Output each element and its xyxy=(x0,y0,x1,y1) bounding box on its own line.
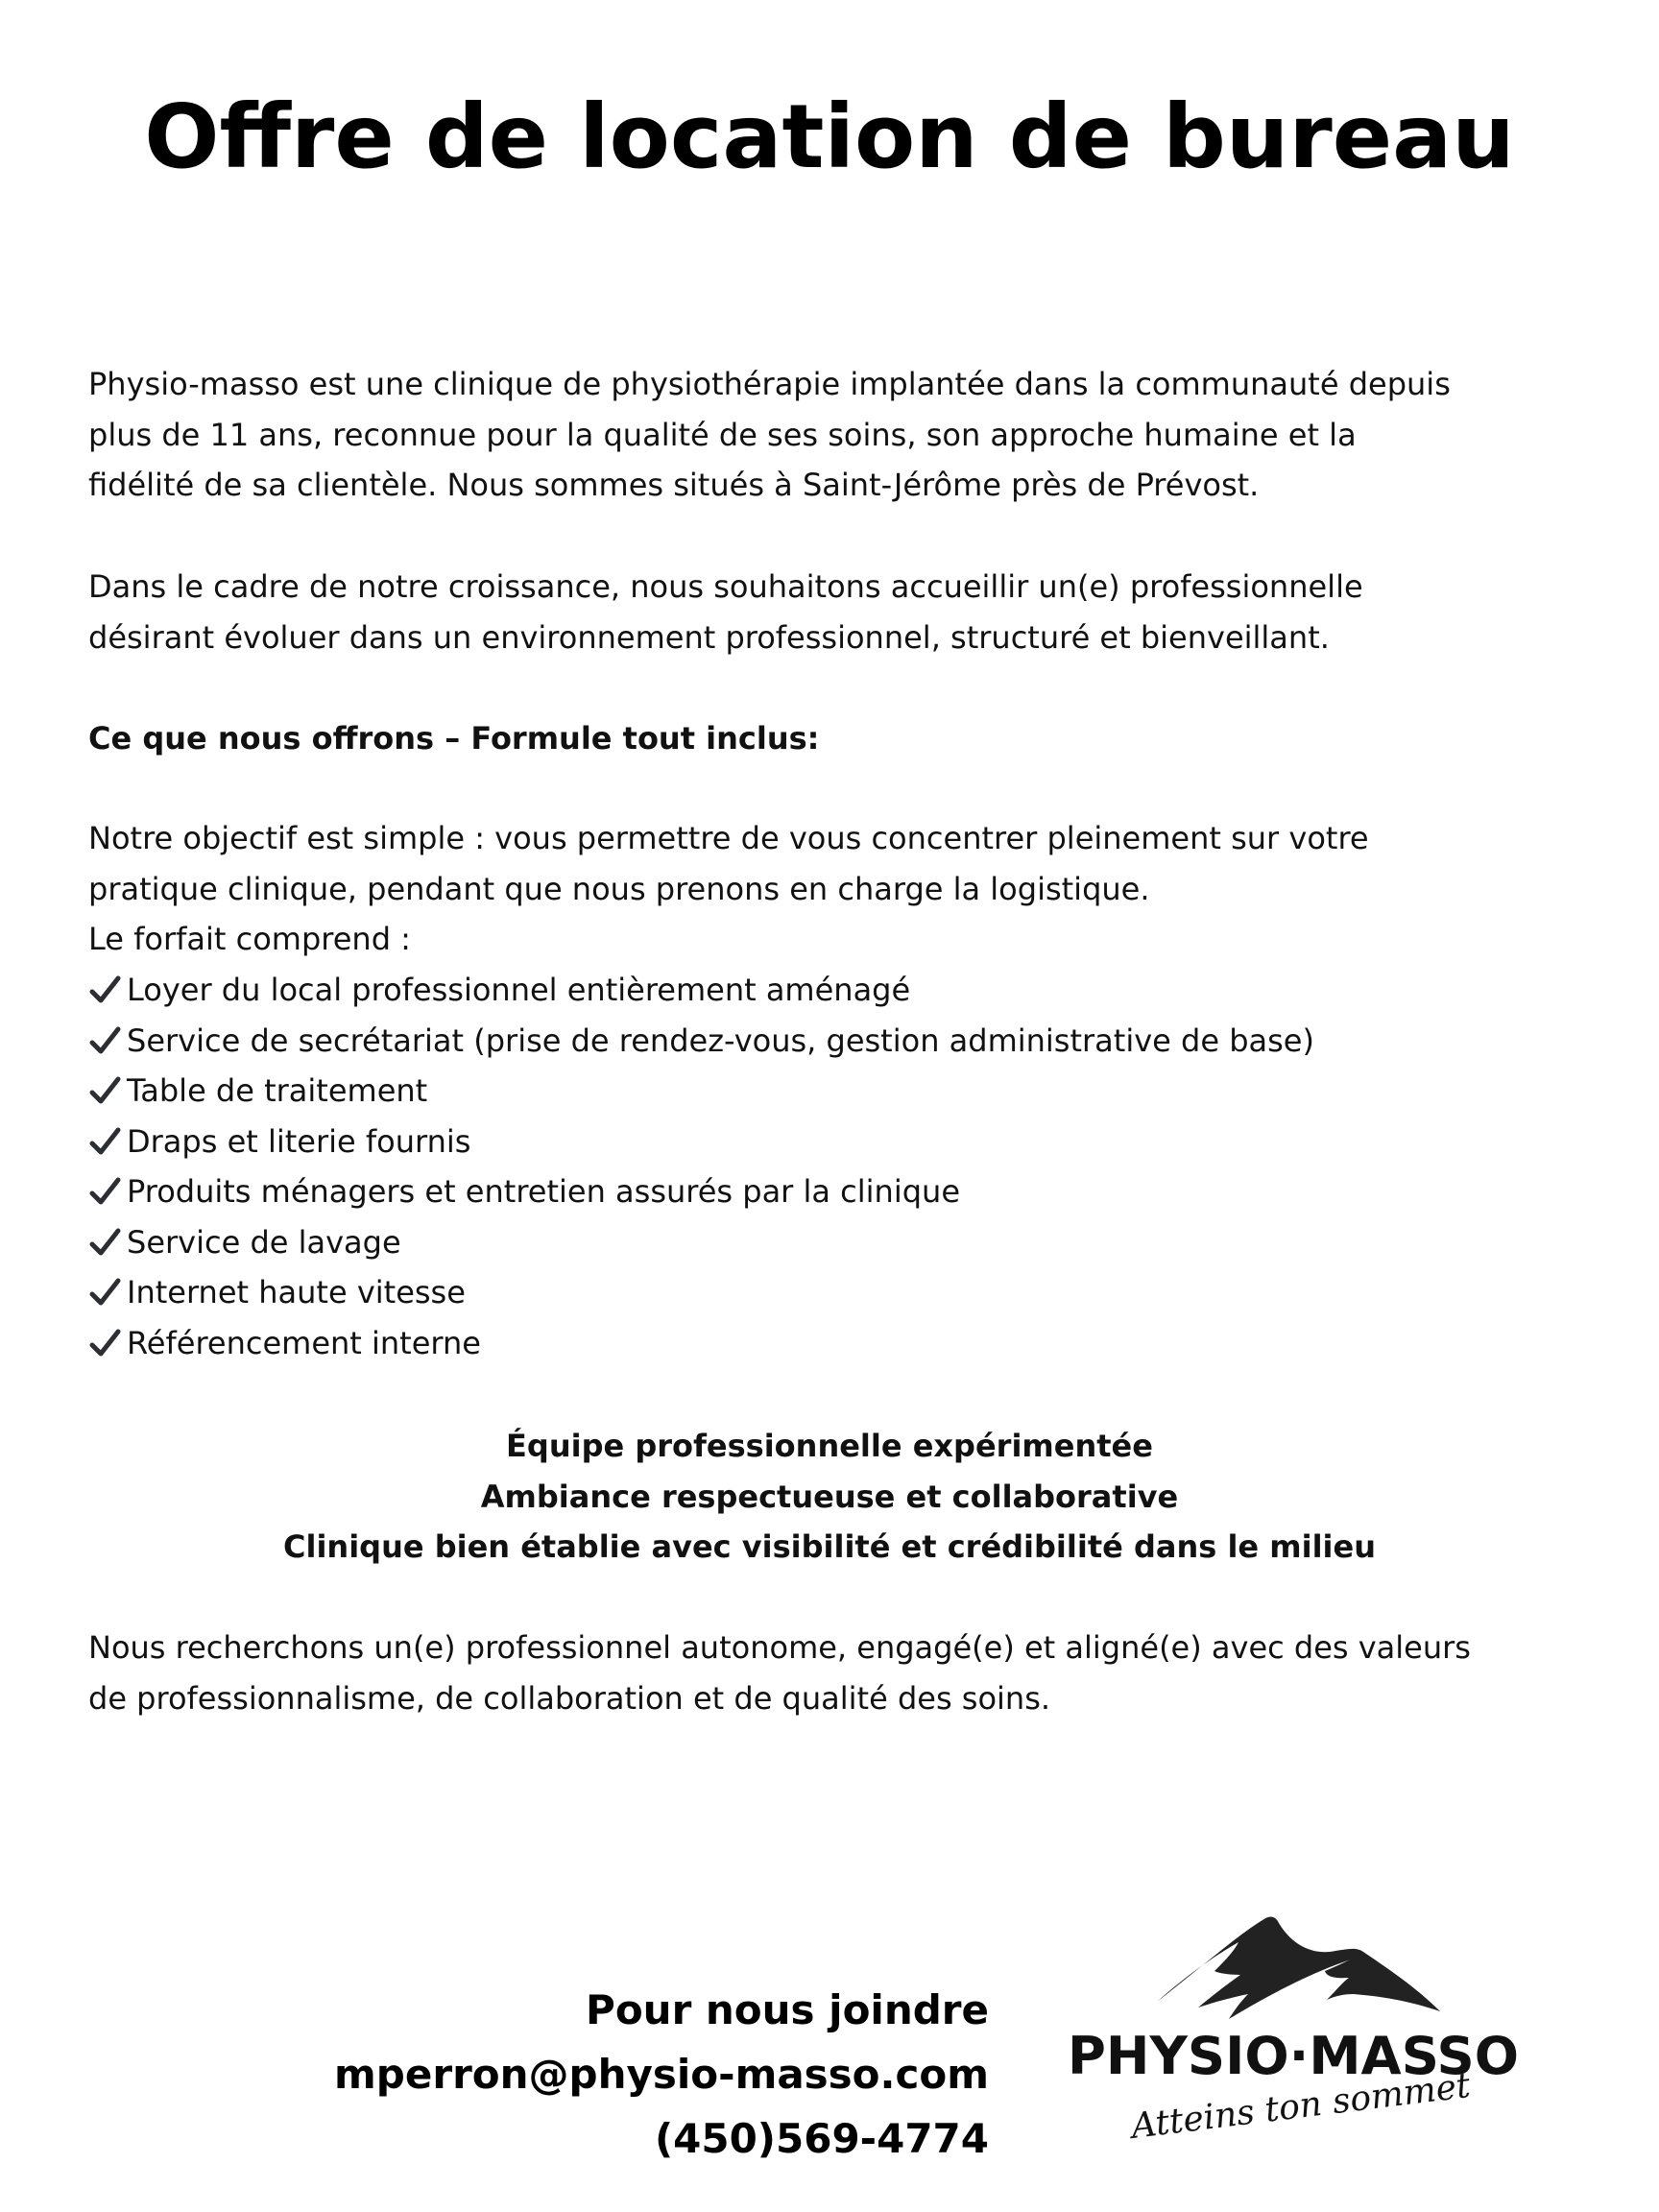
checklist-item-label: Draps et literie fournis xyxy=(127,1122,471,1160)
contact-phone[interactable]: (450)569-4774 xyxy=(654,2115,989,2162)
intro-line: fidélité de sa clientèle. Nous sommes situés à Saint-Jérôme près de Prévost. xyxy=(88,467,1260,503)
checklist-item-label: Service de lavage xyxy=(127,1223,401,1261)
checklist-item-label: Loyer du local professionnel entièrement aménagé xyxy=(127,972,911,1008)
logo-wordmark: PHYSIO·MASSO xyxy=(1068,2026,1519,2086)
closing-paragraph xyxy=(88,1623,1624,1723)
intro-paragraph xyxy=(88,359,1624,511)
check-icon xyxy=(88,1326,123,1360)
closing-line: Nous recherchons un(e) professionnel autonome, engagé(e) et aligné(e) avec des valeurs xyxy=(88,1629,1471,1666)
checklist-item xyxy=(88,1066,1624,1117)
objective-line: Notre objectif est simple : vous permettre de vous concentrer pleinement sur votre xyxy=(88,820,1369,856)
offer-heading xyxy=(88,713,1624,764)
checklist-item xyxy=(88,965,1624,1016)
intro-line: plus de 11 ans, reconnue pour la qualité de ses soins, son approche humaine et la xyxy=(88,416,1357,453)
growth-line: désirant évoluer dans un environnement professionnel, structuré et bienveillant. xyxy=(88,618,1330,656)
checklist-item-label: Service de secrétariat (prise de rendez-vous, gestion administrative de base) xyxy=(127,1022,1314,1059)
highlight-line: Équipe professionnelle expérimentée xyxy=(506,1428,1153,1464)
check-icon xyxy=(88,1124,123,1159)
highlight-line: Ambiance respectueuse et collaborative xyxy=(480,1478,1179,1515)
check-icon xyxy=(88,1174,123,1209)
objective-paragraph xyxy=(88,813,1624,965)
page-title: Offre de location de bureau xyxy=(144,85,1515,188)
objective-line: pratique clinique, pendant que nous prenons en charge la logistique. xyxy=(88,870,1150,907)
checklist-item xyxy=(88,1318,1624,1369)
intro-line: Physio-masso est une clinique de physiothérapie implantée dans la communauté depuis xyxy=(88,366,1451,402)
growth-line: Dans le cadre de notre croissance, nous souhaitons accueillir un(e) professionnelle xyxy=(88,568,1363,605)
offer-heading-text: Ce que nous offrons – Formule tout inclus: xyxy=(88,720,820,757)
check-icon xyxy=(88,1023,123,1058)
checklist xyxy=(88,965,1624,1368)
logo-tagline: Atteins ton sommet xyxy=(1129,2065,1473,2147)
contact-block xyxy=(334,1978,989,2171)
checklist-item xyxy=(88,1217,1624,1268)
highlights xyxy=(0,1421,1659,1573)
checklist-item-label: Produits ménagers et entretien assurés par la clinique xyxy=(127,1173,960,1210)
checklist-item xyxy=(88,1016,1624,1067)
checklist-item-label: Internet haute vitesse xyxy=(127,1274,466,1310)
growth-paragraph xyxy=(88,562,1624,662)
mountain-icon xyxy=(1157,1917,1440,2019)
check-icon xyxy=(88,973,123,1007)
checklist-item xyxy=(88,1117,1624,1167)
closing-line: de professionnalisme, de collaboration et de qualité des soins. xyxy=(88,1679,1051,1717)
checklist-item xyxy=(88,1267,1624,1318)
contact-email[interactable]: mperron@physio-masso.com xyxy=(334,2051,989,2098)
check-icon xyxy=(88,1225,123,1260)
physio-masso-logo xyxy=(1056,1915,1555,2160)
checklist-item xyxy=(88,1166,1624,1217)
check-icon xyxy=(88,1275,123,1310)
checklist-item-label: Référencement interne xyxy=(127,1324,481,1361)
contact-heading: Pour nous joindre xyxy=(586,1986,989,2033)
check-icon xyxy=(88,1073,123,1108)
checklist-item-label: Table de traitement xyxy=(127,1072,428,1109)
objective-line: Le forfait comprend : xyxy=(88,921,411,957)
highlight-line: Clinique bien établie avec visibilité et crédibilité dans le milieu xyxy=(283,1528,1376,1565)
